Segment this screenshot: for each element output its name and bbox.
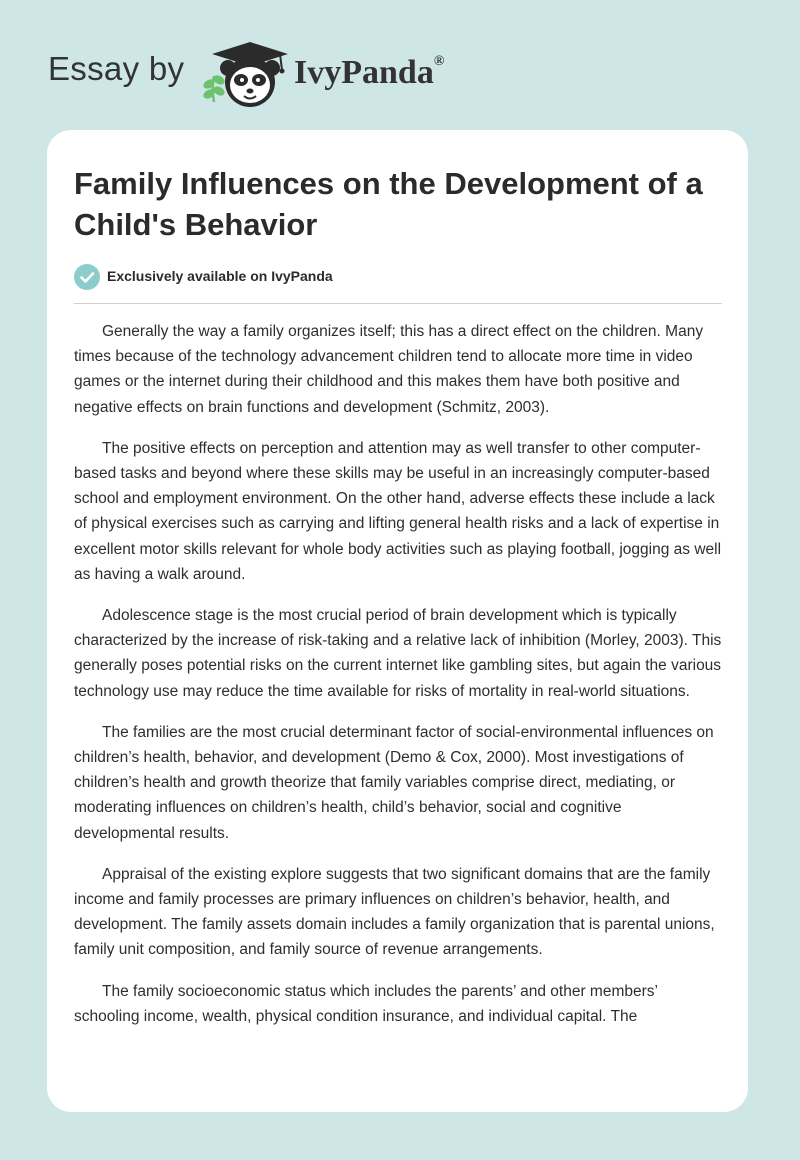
- page-title: Family Influences on the Development of a Child's Behavior: [74, 166, 703, 242]
- check-circle-icon: [74, 264, 100, 290]
- paragraph: The families are the most crucial determinant factor of social-environmental influences on children’s health, behavior, and development (Demo & Cox, 2000). Most investigations of children’s health and growth theorize that family variables comprise direct, mediating, or moderating influences on children’s health, child’s behavior, social and cognitive developmental results.: [74, 723, 714, 842]
- brand-name[interactable]: [294, 54, 444, 92]
- paragraph: Generally the way a family organizes itself; this has a direct effect on the children. Many times because of the technology advancement children tend to allocate more time in video games or the internet during their childhood and this makes them have both positive and negative effects on brain functions and development (Schmitz, 2003).: [74, 323, 704, 416]
- paragraph: Appraisal of the existing explore suggests that two significant domains that are the family income and family processes are primary influences on children’s behavior, health, and development. The family assets domain includes a family organization that is parental unions, family unit composition, and family source of revenue arrangements.: [74, 865, 715, 959]
- paragraph: The family socioeconomic status which includes the parents’ and other members’ schooling income, wealth, physical condition insurance, and individual capital. The: [74, 982, 658, 1025]
- panda-logo-icon[interactable]: [200, 36, 292, 110]
- registered-mark: ®: [433, 53, 445, 69]
- badge-label: Exclusively available on IvyPanda: [107, 268, 333, 284]
- essay-body: [74, 319, 724, 1045]
- essay-card: [47, 130, 748, 1112]
- paragraph: The positive effects on perception and attention may as well transfer to other computer-based tasks and beyond where these skills may be useful in an increasingly computer-based school and employment environment. On the other hand, adverse effects these include a lack of physical exercises such as carrying and lifting general health risks and a lack of expertise in excellent motor skills relevant for whole body activities such as playing football, jogging as well as having a walk around.: [74, 439, 722, 583]
- paragraph: Adolescence stage is the most crucial period of brain development which is typically characterized by the increase of risk-taking and a relative lack of inhibition (Morley, 2003). This generally poses potential risks on the current internet like gambling sites, but again the various technology use may reduce the time available for risks of mortality in real-world situations.: [74, 607, 722, 700]
- exclusive-badge: [74, 264, 474, 290]
- brand-name-text: IvyPanda: [294, 54, 434, 91]
- divider: [74, 303, 722, 304]
- essay-by-label: Essay by: [48, 50, 185, 87]
- site-header: [0, 0, 800, 130]
